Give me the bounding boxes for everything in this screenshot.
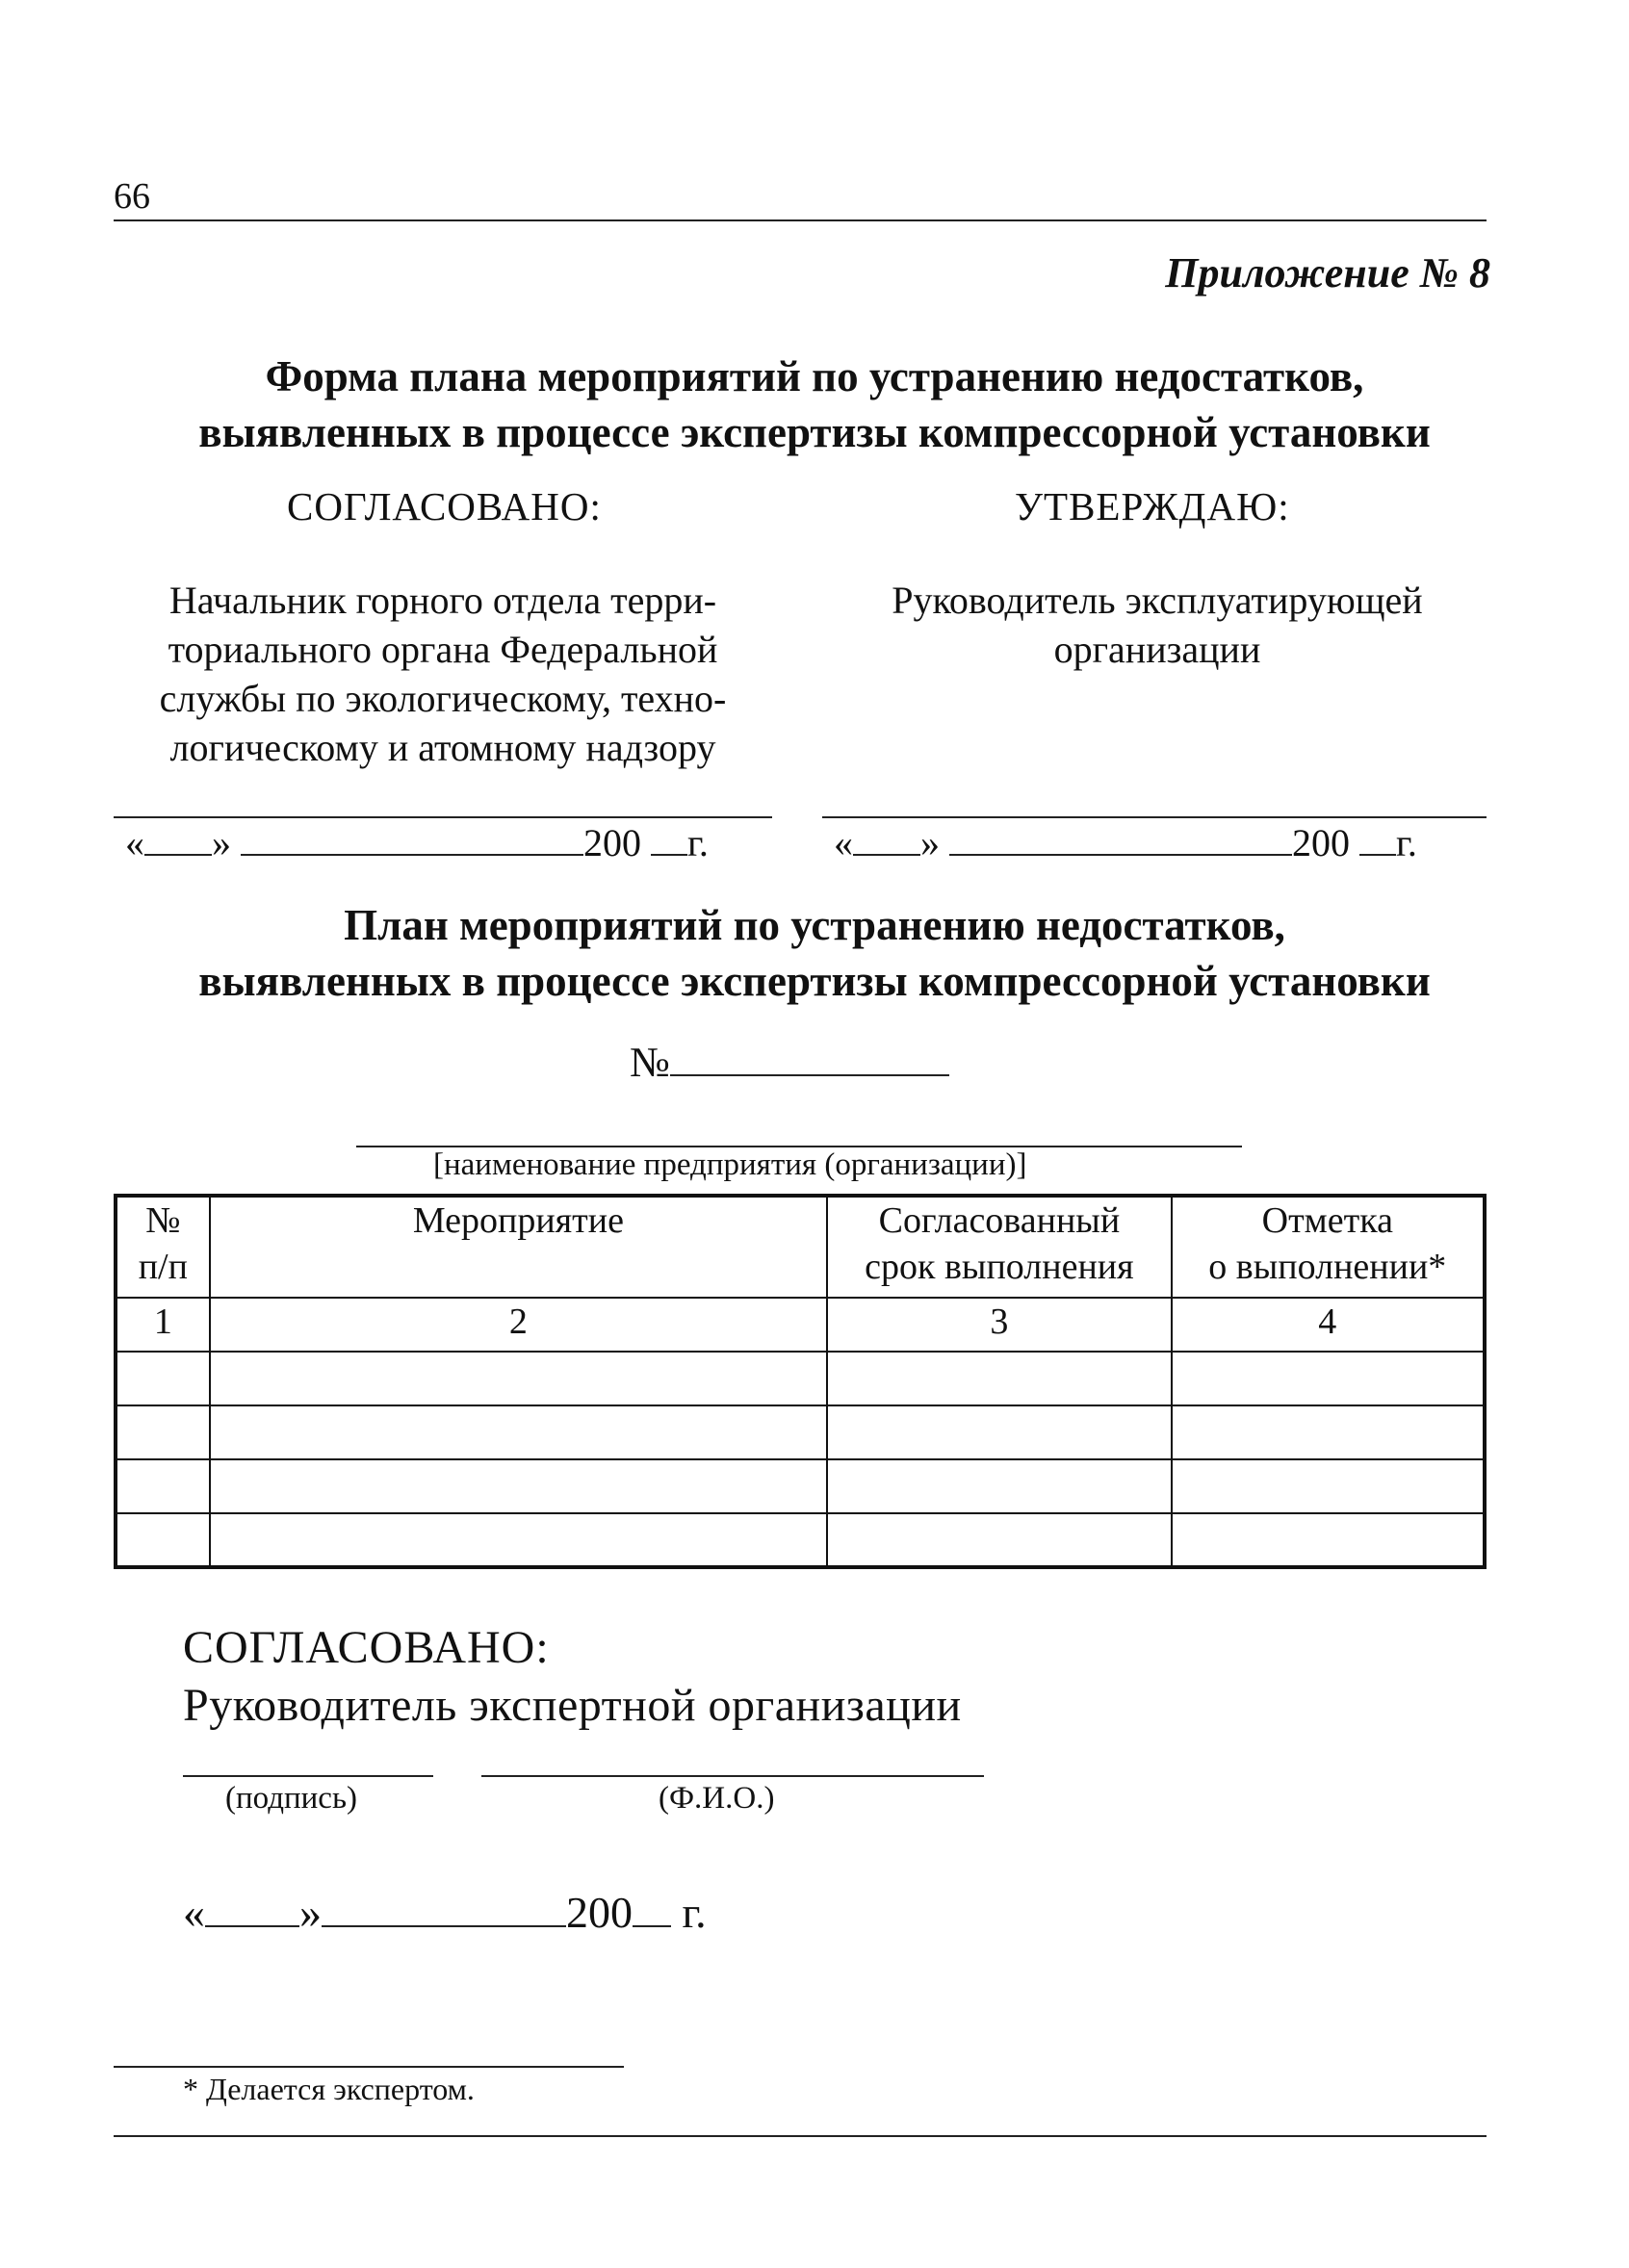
table-cell[interactable] [827,1513,1171,1567]
signature-caption: (подпись) [225,1781,357,1816]
appendix-label: Приложение № 8 [1165,249,1490,296]
right-date-close-quote: » [920,821,940,864]
left-date-close-quote: » [212,821,231,864]
left-year: 200 [583,821,641,864]
left-approval-heading: СОГЛАСОВАНО: [287,484,602,528]
plan-title-line-1: План мероприятий по устранению недостатков, [344,901,1285,949]
left-day-blank[interactable] [144,825,212,856]
right-day-blank[interactable] [853,825,920,856]
plan-title [0,897,1629,1009]
left-month-blank[interactable] [241,825,583,856]
plan-table [114,1194,1487,1569]
right-position-text [828,576,1487,674]
right-date-line [834,820,1417,865]
bottom-year-suffix: г. [682,1888,707,1937]
signature-line[interactable] [183,1775,433,1777]
expert-organization-position: Руководитель экспертной организации [183,1680,962,1731]
fio-line[interactable] [481,1775,984,1777]
left-position-line: Начальник горного отдела терри- [168,579,717,622]
column-number: 2 [210,1298,828,1352]
bottom-rule [114,2135,1487,2137]
table-cell[interactable] [1172,1352,1485,1405]
header-deadline: Согласованный срок выполнения [827,1196,1171,1298]
left-signature-line [114,816,772,818]
table-row [116,1513,1485,1567]
table-column-number-row [116,1298,1485,1352]
right-signature-line [822,816,1487,818]
header-completion-mark: Отметка о выполнении* [1172,1196,1485,1298]
right-year: 200 [1292,821,1350,864]
left-date-open-quote: « [125,821,144,864]
right-position-line: Руководитель эксплуатирующей [892,579,1423,622]
plan-number-field [630,1038,949,1087]
number-label: № [630,1039,670,1086]
left-position-text [114,576,772,772]
bottom-date-open-quote: « [183,1888,205,1937]
table-cell[interactable] [827,1405,1171,1459]
table-row [116,1459,1485,1513]
table-cell[interactable] [1172,1405,1485,1459]
fio-caption: (Ф.И.О.) [659,1781,775,1816]
right-date-open-quote: « [834,821,853,864]
table-cell[interactable] [1172,1513,1485,1567]
left-date-line [125,820,709,865]
plan-title-line-2: выявленных в процессе экспертизы компрессорной установки [198,957,1431,1005]
bottom-day-blank[interactable] [205,1893,299,1927]
left-position-line: логическому и атомному надзору [169,726,716,769]
column-number: 1 [116,1298,210,1352]
column-number: 3 [827,1298,1171,1352]
left-year-suffix: г. [687,821,709,864]
right-month-blank[interactable] [949,825,1292,856]
left-year-blank[interactable] [651,825,687,856]
table-header-row [116,1196,1485,1298]
table-cell[interactable] [210,1513,828,1567]
bottom-approval-heading: СОГЛАСОВАНО: [183,1622,550,1673]
right-year-blank[interactable] [1359,825,1396,856]
header-number: № п/п [116,1196,210,1298]
header-rule [114,219,1487,221]
form-title-line-2: выявленных в процессе экспертизы компрессорной установки [198,408,1431,456]
left-position-line: службы по экологическому, техно- [159,677,727,720]
bottom-year: 200 [566,1888,633,1937]
table-row [116,1352,1485,1405]
table-cell[interactable] [210,1459,828,1513]
organization-caption: [наименование предприятия (организации)] [433,1147,1027,1182]
right-approval-heading: УТВЕРЖДАЮ: [1015,484,1290,528]
table-cell[interactable] [210,1352,828,1405]
footnote-text: * Делается экспертом. [183,2072,475,2106]
page-number: 66 [114,176,150,217]
table-cell[interactable] [116,1352,210,1405]
bottom-date-line [183,1887,707,1938]
form-title-line-1: Форма плана мероприятий по устранению недостатков, [265,352,1364,400]
table-cell[interactable] [827,1459,1171,1513]
bottom-month-blank[interactable] [322,1893,566,1927]
footnote-rule [114,2066,624,2068]
right-position-line: организации [1053,628,1261,671]
table-cell[interactable] [210,1405,828,1459]
right-year-suffix: г. [1396,821,1417,864]
table-cell[interactable] [116,1405,210,1459]
column-number: 4 [1172,1298,1485,1352]
bottom-date-close-quote: » [299,1888,322,1937]
table-cell[interactable] [827,1352,1171,1405]
table-row [116,1405,1485,1459]
table-cell[interactable] [1172,1459,1485,1513]
plan-number-blank[interactable] [670,1038,949,1076]
table-cell[interactable] [116,1513,210,1567]
header-activity: Мероприятие [210,1196,828,1298]
form-title [0,348,1629,460]
left-position-line: ториального органа Федеральной [168,628,718,671]
bottom-year-blank[interactable] [633,1893,671,1927]
table-cell[interactable] [116,1459,210,1513]
